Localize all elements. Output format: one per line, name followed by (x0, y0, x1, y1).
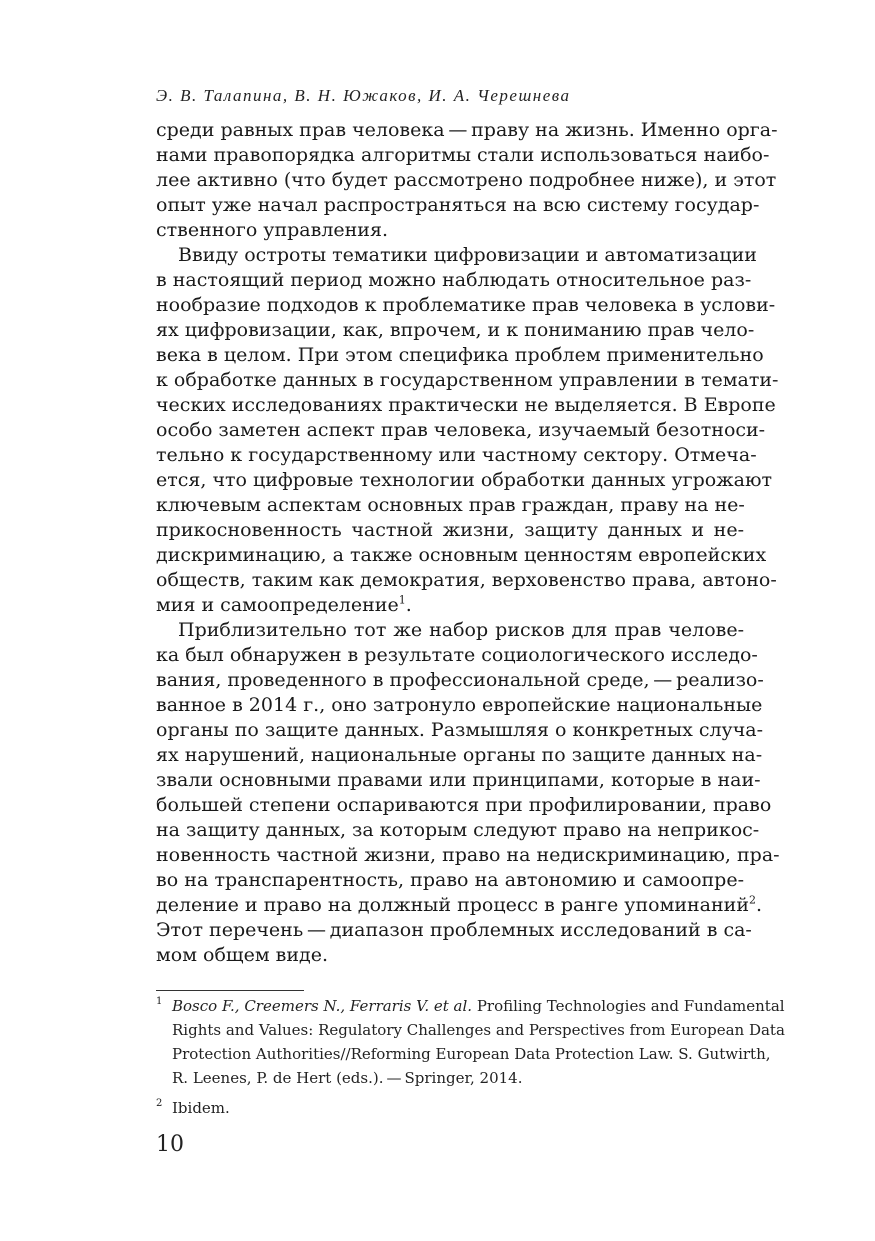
footnote (156, 1096, 746, 1120)
text-line: Этот перечень — диапазон проблемных исследований в са- (156, 919, 752, 941)
text-line: ванное в 2014 г., оно затронуло европейские национальные (156, 694, 763, 716)
text-line: ется, что цифровые технологии обработки данных угрожают (156, 469, 773, 491)
footnote-line: Ibidem. (172, 1099, 230, 1117)
text-line: ка был обнаружен в результате социологического исследо- (156, 644, 758, 666)
text-line: в настоящий период можно наблюдать относительное раз- (156, 269, 752, 291)
footnote (156, 994, 785, 1090)
text-line: ключевым аспектам основных прав граждан, праву на не- (156, 494, 745, 516)
footnote-divider (156, 990, 304, 991)
text-line: особо заметен аспект прав человека, изучаемый безотноси- (156, 419, 766, 441)
text-line: прикосновенность частной жизни, защиту данных и не- (156, 519, 744, 541)
text-line: Ввиду остроты тематики цифровизации и автоматизации (178, 244, 757, 266)
text-line: дискриминацию, а также основным ценностям европейских (156, 544, 767, 566)
body-text (156, 118, 780, 968)
text-line: нообразие подходов к проблематике прав человека в услови- (156, 294, 776, 316)
text-line: новенность частной жизни, право на недискриминацию, пра- (156, 844, 780, 866)
footnote-line: Protection Authorities//Reforming European Data Protection Law. S. Gutwirth, (172, 1045, 771, 1063)
text-line: века в целом. При этом специфика проблем применительно (156, 344, 764, 366)
text-line: ческих исследованиях практически не выделяется. В Европе (156, 394, 776, 416)
text-line: органы по защите данных. Размышляя о конкретных случа- (156, 719, 764, 741)
text-line: мия и самоопределение$^1$. (156, 593, 412, 616)
text-line: большей степени оспариваются при профилировании, право (156, 794, 772, 816)
text-line: ственного управления. (156, 219, 388, 241)
footnote-line: Bosco F., Creemers N., Ferraris V. et al. Profiling Technologies and Fundamental (172, 997, 785, 1015)
text-line: во на транспарентность, право на автономию и самоопре- (156, 869, 744, 891)
footnotes (156, 994, 785, 1120)
text-line: вания, проведенного в профессиональной среде, — реализо- (156, 669, 764, 691)
text-line: обществ, таким как демократия, верховенство права, автоно- (156, 569, 777, 591)
text-line: лее активно (что будет рассмотрено подробнее ниже), и этот (156, 169, 777, 191)
text-line: нами правопорядка алгоритмы стали использоваться наибо- (156, 144, 770, 166)
running-head: Э. В. Талапина, В. Н. Южаков, И. А. Черешнева (156, 86, 571, 105)
text-line: звали основными правами или принципами, которые в наи- (156, 769, 761, 791)
footnote-authors: Bosco F., Creemers N., Ferraris V. et al. (172, 997, 473, 1015)
text-line: среди равных прав человека — праву на жизнь. Именно орга- (156, 119, 778, 141)
footnote-line: Rights and Values: Regulatory Challenges and Perspectives from European Data (172, 1021, 785, 1039)
text-line: мом общем виде. (156, 944, 328, 966)
text-line: тельно к государственному или частному сектору. Отмеча- (156, 444, 757, 466)
text-line: деление и право на должный процесс в ранге упоминаний$^2$. (156, 893, 763, 916)
footnote-ref[interactable]: 1 (398, 593, 406, 607)
text-line: на защиту данных, за которым следуют право на неприкос- (156, 819, 760, 841)
footnote-line: R. Leenes, P. de Hert (eds.). — Springer, 2014. (172, 1069, 523, 1087)
page-number: 10 (156, 1132, 184, 1157)
footnote-ref[interactable]: 2 (749, 893, 756, 907)
text-line: ях нарушений, национальные органы по защите данных на- (156, 744, 763, 766)
text-line: опыт уже начал распространяться на всю систему государ- (156, 194, 760, 216)
footnote-number: 1 (156, 996, 163, 1007)
footnote-number: 2 (156, 1098, 163, 1109)
text-line: ях цифровизации, как, впрочем, и к пониманию прав чело- (156, 319, 755, 341)
text-line: Приблизительно тот же набор рисков для прав челове- (178, 619, 744, 641)
text-line: к обработке данных в государственном управлении в темати- (156, 369, 779, 391)
